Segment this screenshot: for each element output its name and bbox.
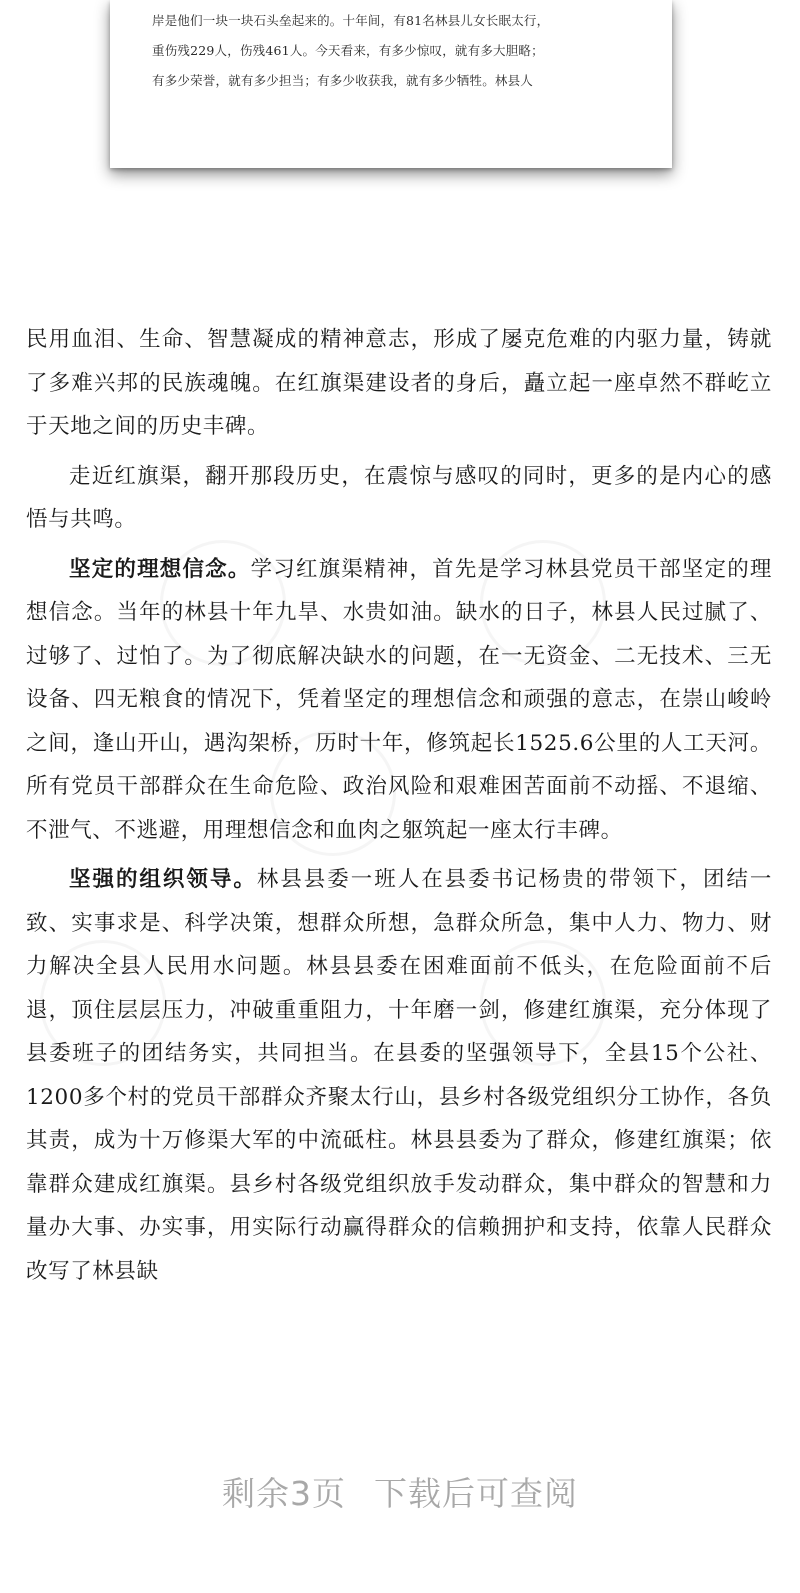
download-prompt[interactable] <box>0 1468 800 1515</box>
paragraph-leadership <box>26 858 772 1293</box>
paragraph-ideals <box>26 548 772 853</box>
article-body <box>26 318 772 1293</box>
section-heading-leadership: 坚强的组织领导。 <box>69 867 257 892</box>
paragraph-leadership-text: 林县县委一班人在县委书记杨贵的带领下，团结一致、实事求是、科学决策，想群众所想，急群众所急，集中人力、物力、财力解决全县人民用水问题。林县县委在困难面前不低头，在危险面前不后退，顶住层层压力，冲破重重阻力，十年磨一剑，修建红旗渠，充分体现了县委班子的团结务实，共同担当。在县委的坚强领导下，全县15个公社、1200多个村的党员干部群众齐聚太行山，县乡村各级党组织分工协作，各负其责，成为十万修渠大军的中流砥柱。林县县委为了群众，修建红旗渠；依靠群众建成红旗渠。县乡村各级党组织放手发动群众，集中群众的智慧和力量办大事、办实事，用实际行动赢得群众的信赖拥护和支持，依靠人民群众改写了林县缺 <box>26 867 773 1284</box>
paragraph-reflection: 走近红旗渠，翻开那段历史，在震惊与感叹的同时，更多的是内心的感悟与共鸣。 <box>26 463 772 532</box>
section-heading-ideals: 坚定的理想信念。 <box>69 556 251 582</box>
paragraph-ideals-text: 学习红旗渠精神，首先是学习林县党员干部坚定的理想信念。当年的林县十年九旱、水贵如油。缺水的日子，林县人民过腻了、过够了、过怕了。为了彻底解决缺水的问题，在一无资金、二无技术、三无设备、四无粮食的情况下，凭着坚定的理想信念和顽强的意志，在崇山峻岭之间，逢山开山，遇沟架桥，历时十年，修筑起长1525.6公里的人工天河。所有党员干部群众在生命危险、政治风险和艰难困苦面前不动摇、不退缩、不泄气、不逃避，用理想信念和血肉之躯筑起一座太行丰碑。 <box>26 556 772 843</box>
preview-line: 有多少荣誉，就有多少担当；有多少收获我，就有多少牺牲。林县人 <box>152 73 534 88</box>
download-to-view-label: 下载后可查阅 <box>374 1474 578 1513</box>
paragraph-intro: 民用血泪、生命、智慧凝成的精神意志，形成了屡克危难的内驱力量，铸就了多难兴邦的民族魂魄。在红旗渠建设者的身后，矗立起一座卓然不群屹立于天地之间的历史丰碑。 <box>26 327 772 439</box>
preview-image-card <box>110 0 672 168</box>
remaining-pages-label: 剩余3页 <box>222 1474 346 1513</box>
preview-line: 岸是他们一块一块石头垒起来的。十年间，有81名林县儿女长眠太行， <box>152 13 550 28</box>
preview-line: 重伤残229人，伤残461人。今天看来，有多少惊叹，就有多大胆略； <box>152 43 544 58</box>
